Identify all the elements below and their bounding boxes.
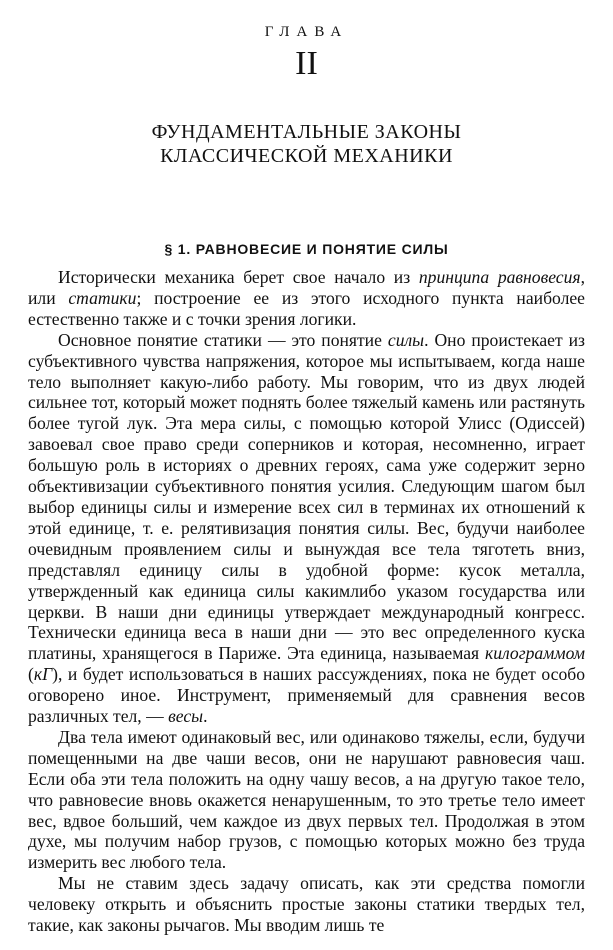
chapter-title bbox=[0, 120, 613, 168]
chapter-title-line-2: КЛАССИЧЕСКОЙ МЕХАНИКИ bbox=[160, 145, 453, 167]
text-segment: Основное понятие статики — это понятие bbox=[58, 329, 388, 350]
text-segment: ( bbox=[28, 664, 34, 685]
section-heading: § 1. РАВНОВЕСИЕ И ПОНЯТИЕ СИЛЫ bbox=[164, 241, 449, 257]
chapter-label: ГЛАВА bbox=[264, 24, 349, 40]
text-segment: Мы не ставим здесь задачу описать, как эти средства помогли человеку открыть и объяснить простые законы статики твердых тел, такие, как законы рычагов. Мы вводим лишь те bbox=[28, 873, 585, 936]
paragraph bbox=[28, 330, 585, 727]
chapter-title-line-1: ФУНДАМЕНТАЛЬНЫЕ ЗАКОНЫ bbox=[151, 121, 462, 143]
italic-term: статики bbox=[68, 287, 137, 308]
text-segment: . Оно проистекает из субъективного чувства напряжения, которое мы испытываем, когда наше тело выполняет какую-либо работу. Мы говорим, что из двух людей сильнее тот, который может поднять более тяжелый камень или растянуть более тугой лук. Эта мера силы, с помощью которой Улисс (Одиссей) завоевал свое право среди соперников и которая, несомненно, играет большую роль в историях о древних героях, сама уже содержит зерно объективизации субъективного понятия усилия. Следующим шагом был выбор единицы силы и измерение всех сил в терминах их отношений к этой единице, т. е. релятивизация понятия силы. Вес, будучи наиболее очевидным проявлением силы и вынуждая все тела тяготеть вниз, представлял единицу силы в удобной форме: кусок металла, утвержденный как единица силы какимлибо указом государства или церкви. В наши дни единицы утверждает международный конгресс. Технически единица веса в наши дни — это вес определенного куска платины, хранящегося в Париже. Эта единица, называемая bbox=[28, 329, 585, 664]
italic-term: килограммом bbox=[485, 643, 585, 664]
paragraph bbox=[28, 727, 585, 873]
text-segment: , или bbox=[28, 267, 585, 308]
body-text bbox=[28, 267, 585, 936]
text-segment: Два тела имеют одинаковый вес, или одинаково тяжелы, если, будучи помещенными на две чаши весов, они не нарушают равновесия чаш. Если оба эти тела положить на одну чашу весов, а на другую такое тело, что равновесие вновь окажется ненарушенным, то это третье тело имеет вес, вдвое больший, чем каждое из двух первых тел. Продолжая в этом духе, мы получим набор грузов, с помощью которых можно без труда измерить вес любого тела. bbox=[28, 726, 585, 873]
italic-term: весы bbox=[168, 706, 204, 727]
chapter-number: II bbox=[295, 45, 318, 82]
text-segment: ), и будет использоваться в наших рассуждениях, пока не будет особо оговорено иное. Инструмент, применяемый для сравнения весов различных тел, — bbox=[28, 664, 585, 727]
text-segment: . bbox=[203, 706, 208, 727]
paragraph bbox=[28, 873, 585, 936]
italic-term: принципа равновесия bbox=[418, 267, 581, 287]
italic-term: кГ bbox=[33, 664, 53, 685]
text-segment: Исторически механика берет свое начало из bbox=[58, 267, 419, 287]
italic-term: силы bbox=[387, 329, 425, 350]
paragraph bbox=[28, 267, 585, 330]
text-segment: ; построение ее из этого исходного пункта наиболее естественно также и с точки зрения логики. bbox=[28, 287, 585, 329]
